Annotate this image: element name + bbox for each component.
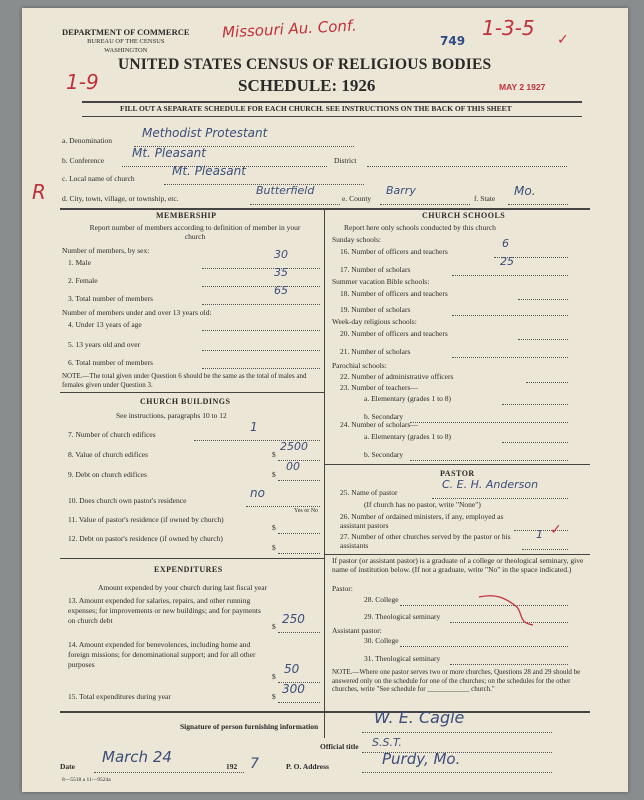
q30-line: [400, 646, 568, 647]
expenditures-rule: [60, 558, 324, 559]
handwritten-conference-note: Missouri Au. Conf.: [221, 16, 358, 42]
q21-line: [452, 357, 568, 358]
bureau-name: BUREAU OF THE CENSUS: [87, 38, 165, 45]
buildings-rule: [60, 392, 324, 393]
expenditures-heading: EXPENDITURES: [154, 565, 223, 574]
q12-label: 12. Debt on pastor's residence (if owned by church): [68, 534, 223, 543]
expenditures-intro: Amount expended by your church during last fiscal year: [98, 583, 268, 592]
q11-dollar: $: [272, 523, 276, 532]
q14-dollar: $: [272, 672, 276, 681]
q10-value: no: [250, 486, 265, 500]
city-line: [250, 204, 340, 205]
bureau-city: WASHINGTON: [104, 47, 148, 54]
q23b-label: b. Secondary: [364, 412, 404, 421]
pastor-rule: [324, 464, 590, 465]
q30-label: 30. College: [364, 636, 399, 645]
county-line: [380, 204, 470, 205]
q19-label: 19. Number of scholars: [340, 305, 411, 314]
header-rule-lower: [82, 116, 582, 117]
q14-value: 50: [284, 662, 300, 676]
q20-label: 20. Number of officers and teachers: [340, 329, 448, 338]
column-divider: [324, 208, 325, 738]
print-code: 8—5518 a 11—9524a: [62, 777, 111, 783]
q24a-line: [502, 442, 568, 443]
q27-line: [522, 549, 568, 550]
q25-value: C. E. H. Anderson: [442, 478, 539, 491]
red-pen-mark: [477, 593, 537, 629]
census-schedule-form: [22, 8, 628, 792]
pastor-sub-label: Pastor:: [332, 584, 353, 593]
membership-note: NOTE.—The total given under Question 6 should be the same as the total of males and females given under Question 3.: [62, 372, 307, 389]
q17-line: [452, 275, 568, 276]
q24b-label: b. Secondary: [364, 450, 404, 459]
buildings-instructions: See instructions, paragraphs 10 to 12: [116, 411, 227, 420]
form-instructions: FILL OUT A SEPARATE SCHEDULE FOR EACH CHURCH. SEE INSTRUCTIONS ON THE BACK OF THIS SHEET: [120, 104, 512, 113]
received-date-stamp: MAY 2 1927: [499, 82, 546, 92]
denomination-label: a. Denomination: [62, 136, 112, 145]
main-box-bottom: [60, 711, 590, 713]
q1-value: 30: [274, 248, 288, 261]
q6-line: [202, 368, 320, 369]
q1-label: 1. Male: [68, 258, 91, 267]
handwritten-code: 1-3-5: [482, 16, 535, 40]
q13-line: [278, 632, 320, 633]
q15-line: [278, 702, 320, 703]
graduate-instructions: If pastor (or assistant pastor) is a graduate of a college or theological seminary, give name of institution below. (If not a graduate, write "No" in the space indicated.): [332, 556, 584, 574]
official-title-label: Official title: [320, 742, 359, 751]
date-year-prefix: 192: [226, 762, 238, 771]
weekday-schools-label: Week-day religious schools:: [332, 317, 417, 326]
q14-label: 14. Amount expended for benevolences, including home and foreign missions; for denominational support; and for all other purposes: [68, 640, 256, 669]
q25-line: [432, 498, 568, 499]
po-address-value: Purdy, Mo.: [382, 750, 461, 768]
q27-label: 27. Number of other churches served by the pastor or his assistants: [340, 532, 511, 550]
q10-label: 10. Does church own pastor's residence: [68, 496, 187, 505]
q2-line: [202, 286, 320, 287]
q23a-label: a. Elementary (grades 1 to 8): [364, 394, 452, 403]
q21-label: 21. Number of scholars: [340, 347, 411, 356]
membership-intro: Report number of members according to definition of member in your church: [89, 223, 301, 241]
official-title-value: S.S.T.: [372, 736, 402, 749]
form-subtitle: SCHEDULE: 1926: [238, 76, 376, 95]
date-value: March 24: [102, 748, 172, 766]
age-breakdown-label: Number of members under and over 13 years old:: [62, 308, 212, 317]
q9-dollar: $: [272, 470, 276, 479]
q22-label: 22. Number of administrative officers: [340, 372, 454, 381]
q16-label: 16. Number of officers and teachers: [340, 247, 448, 256]
q19-line: [452, 315, 568, 316]
conference-value: Mt. Pleasant: [132, 146, 206, 160]
q3-line: [202, 304, 320, 305]
schools-intro: Report here only schools conducted by this church: [344, 223, 496, 232]
po-address-label: P. O. Address: [286, 762, 329, 771]
signature-line: [362, 732, 552, 733]
q4-label: 4. Under 13 years of age: [68, 320, 142, 329]
city-value: Butterfield: [256, 184, 315, 197]
q1-line: [202, 268, 320, 269]
q12-line: [278, 553, 320, 554]
q18-label: 18. Number of officers and teachers: [340, 289, 448, 298]
checkmark-icon: ✓: [557, 32, 569, 48]
q8-label: 8. Value of church edifices: [68, 450, 149, 459]
form-title: UNITED STATES CENSUS OF RELIGIOUS BODIES: [118, 56, 492, 73]
denomination-value: Methodist Protestant: [142, 126, 268, 140]
q8-value: 2500: [280, 440, 308, 453]
state-value: Mo.: [514, 184, 536, 198]
q27-value: 1: [536, 528, 543, 541]
q31-line: [450, 664, 568, 665]
assistant-pastor-label: Assistant pastor:: [332, 626, 382, 635]
q2-value: 35: [274, 266, 288, 279]
q15-value: 300: [282, 682, 305, 696]
q5-line: [202, 350, 320, 351]
signature-value: W. E. Cagle: [374, 708, 465, 727]
q7-value: 1: [250, 420, 258, 434]
q15-dollar: $: [272, 692, 276, 701]
state-label: f. State: [474, 194, 496, 203]
q24a-label: a. Elementary (grades 1 to 8): [364, 432, 452, 441]
conference-label: b. Conference: [62, 156, 105, 165]
sunday-schools-label: Sunday schools:: [332, 235, 381, 244]
date-label: Date: [60, 762, 75, 771]
signature-label: Signature of person furnishing information: [180, 722, 319, 731]
q12-dollar: $: [272, 543, 276, 552]
main-box-top: [60, 208, 590, 210]
q7-label: 7. Number of church edifices: [68, 430, 156, 439]
q23-label: 23. Number of teachers—: [340, 383, 418, 392]
q15-label: 15. Total expenditures during year: [68, 692, 171, 701]
q5-label: 5. 13 years old and over: [68, 340, 141, 349]
church-name-label: c. Local name of church: [62, 174, 135, 183]
graduate-rule: [324, 554, 590, 555]
church-name-value: Mt. Pleasant: [172, 164, 246, 178]
q24b-line: [410, 460, 568, 461]
q13-label: 13. Amount expended for salaries, repairs, and other running expenses; for improvements or new buildings; and for payments on church debt: [68, 596, 261, 625]
q17-value: 25: [500, 255, 514, 268]
q25-hint: (If church has no pastor, write "None"): [364, 500, 481, 509]
q13-value: 250: [282, 612, 305, 626]
church-schools-heading: CHURCH SCHOOLS: [422, 211, 506, 220]
q8-dollar: $: [272, 450, 276, 459]
q20-line: [518, 339, 568, 340]
q27-checkmark-icon: ✓: [550, 522, 562, 538]
district-line: [367, 166, 567, 167]
pastor-note: NOTE.—Where one pastor serves two or more churches, Questions 28 and 29 should be answered only on the schedule for one of the churches; on the schedules for the other churches, write "See schedule for ____________ church.": [332, 668, 581, 693]
membership-heading: MEMBERSHIP: [156, 211, 217, 220]
q22-line: [526, 382, 568, 383]
date-year-value: 7: [250, 756, 259, 772]
q3-value: 65: [274, 284, 288, 297]
pastor-heading: PASTOR: [440, 469, 475, 478]
q18-line: [518, 299, 568, 300]
po-address-line: [362, 772, 552, 773]
county-label: e. County: [342, 194, 372, 203]
q9-line: [278, 480, 320, 481]
header-rule: [82, 101, 582, 103]
q28-label: 28. College: [364, 595, 399, 604]
handwritten-margin-letter: R: [32, 180, 46, 204]
q25-label: 25. Name of pastor: [340, 488, 398, 497]
q29-label: 29. Theological seminary: [364, 612, 441, 621]
parochial-schools-label: Parochial schools:: [332, 361, 387, 370]
q11-line: [278, 533, 320, 534]
department-name: DEPARTMENT OF COMMERCE: [62, 27, 190, 37]
church-buildings-heading: CHURCH BUILDINGS: [140, 397, 231, 406]
summer-schools-label: Summer vacation Bible schools:: [332, 277, 430, 286]
q2-label: 2. Female: [68, 276, 98, 285]
q6-label: 6. Total number of members: [68, 358, 153, 367]
county-value: Barry: [386, 184, 416, 197]
q31-label: 31. Theological seminary: [364, 654, 441, 663]
city-label: d. City, town, village, or township, etc.: [62, 194, 179, 203]
handwritten-margin-number: 1-9: [66, 70, 99, 94]
q24-label: 24. Number of scholars—: [340, 420, 418, 429]
date-line: [94, 772, 244, 773]
q10-line: [246, 506, 320, 507]
schedule-number: 749: [440, 34, 466, 48]
district-label: District: [334, 156, 357, 165]
q16-value: 6: [502, 237, 509, 250]
state-line: [508, 204, 568, 205]
q23b-line: [410, 422, 568, 423]
q23a-line: [502, 404, 568, 405]
q3-label: 3. Total number of members: [68, 294, 153, 303]
q26-label: 26. Number of ordained ministers, if any, employed as assistant pastors: [340, 512, 504, 530]
q4-line: [202, 330, 320, 331]
q9-label: 9. Debt on church edifices: [68, 470, 147, 479]
members-by-sex-label: Number of members, by sex:: [62, 246, 150, 255]
q10-yes-no-hint: Yes or No: [294, 508, 319, 514]
q17-label: 17. Number of scholars: [340, 265, 411, 274]
q13-dollar: $: [272, 622, 276, 631]
q11-label: 11. Value of pastor's residence (if owned by church): [68, 515, 224, 524]
q9-value: 00: [286, 460, 300, 473]
department-block: [62, 28, 190, 55]
